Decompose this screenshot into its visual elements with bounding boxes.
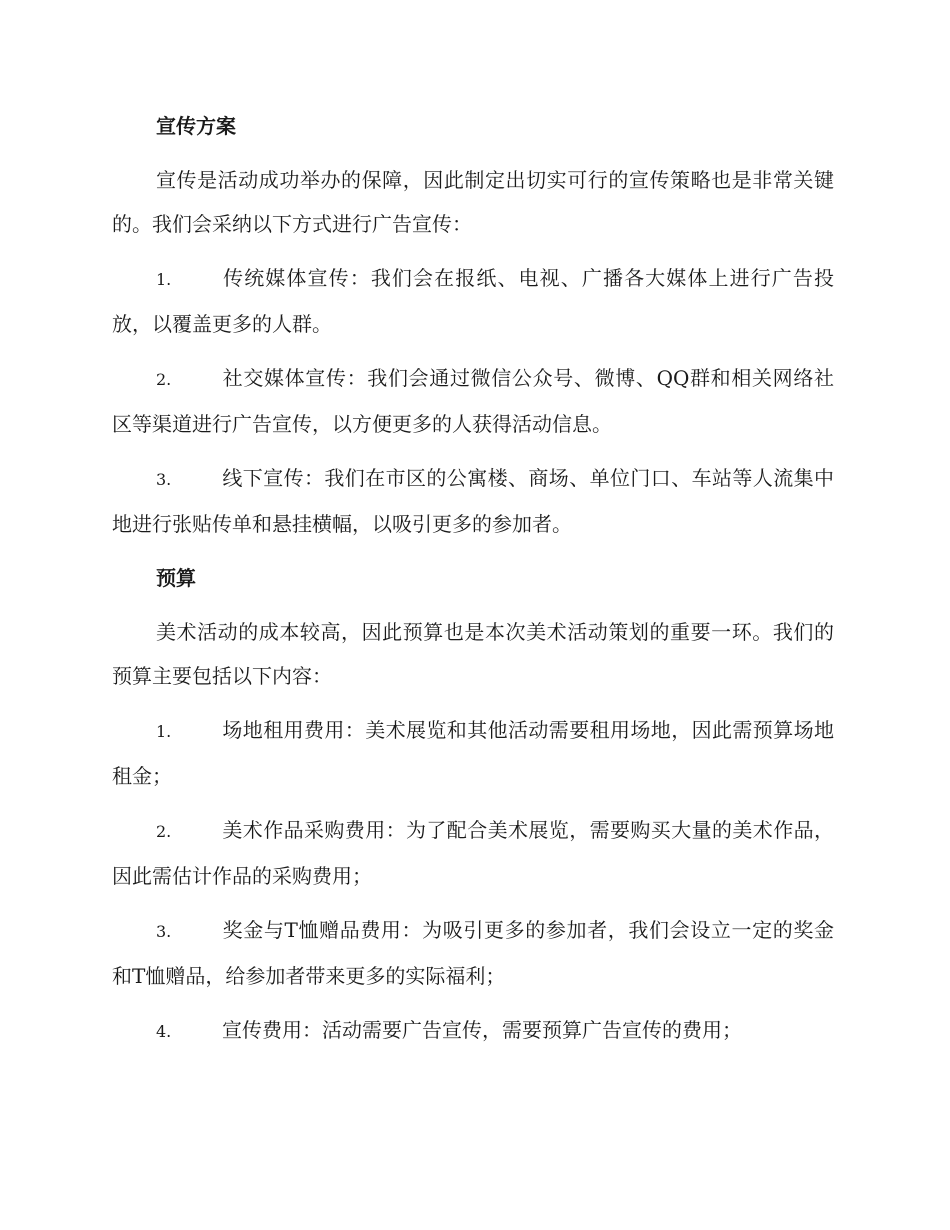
list-item-text: 社交媒体宣传：我们会通过微信公众号、微博、QQ群和相关网络社区等渠道进行广告宣传，以方便更多的人获得活动信息。 bbox=[112, 366, 834, 436]
budget-list-item bbox=[112, 808, 834, 898]
list-number: 1. bbox=[156, 270, 172, 289]
list-number: 1. bbox=[156, 722, 172, 741]
budget-list-item bbox=[112, 908, 834, 998]
list-item-text: 宣传费用：活动需要广告宣传，需要预算广告宣传的费用； bbox=[222, 1018, 742, 1042]
budget-intro-paragraph: 美术活动的成本较高，因此预算也是本次美术活动策划的重要一环。我们的预算主要包括以下内容： bbox=[112, 620, 834, 688]
publicity-list-item bbox=[112, 356, 834, 446]
list-item-text: 美术作品采购费用：为了配合美术展览，需要购买大量的美术作品，因此需估计作品的采购费用； bbox=[112, 818, 834, 888]
list-number: 2. bbox=[156, 370, 172, 389]
list-number: 2. bbox=[156, 822, 172, 841]
budget-list-item bbox=[112, 708, 834, 798]
list-number: 3. bbox=[156, 922, 172, 941]
list-item-text: 奖金与T恤赠品费用：为吸引更多的参加者，我们会设立一定的奖金和T恤赠品，给参加者带来更多的实际福利； bbox=[112, 918, 834, 988]
budget-list-item bbox=[112, 1008, 834, 1054]
list-number: 4. bbox=[156, 1022, 172, 1041]
list-item-text: 线下宣传：我们在市区的公寓楼、商场、单位门口、车站等人流集中地进行张贴传单和悬挂横幅，以吸引更多的参加者。 bbox=[112, 466, 834, 536]
list-item-text: 传统媒体宣传：我们会在报纸、电视、广播各大媒体上进行广告投放，以覆盖更多的人群。 bbox=[112, 266, 834, 336]
publicity-list-item bbox=[112, 456, 834, 546]
list-item-text: 场地租用费用：美术展览和其他活动需要租用场地，因此需预算场地租金； bbox=[112, 718, 834, 788]
document-body bbox=[112, 104, 834, 1054]
section-heading-publicity: 宣传方案 bbox=[156, 114, 236, 138]
section-heading-budget: 预算 bbox=[156, 566, 196, 590]
publicity-intro-paragraph: 宣传是活动成功举办的保障，因此制定出切实可行的宣传策略也是非常关键的。我们会采纳以下方式进行广告宣传： bbox=[112, 168, 834, 236]
publicity-list-item bbox=[112, 256, 834, 346]
list-number: 3. bbox=[156, 470, 172, 489]
